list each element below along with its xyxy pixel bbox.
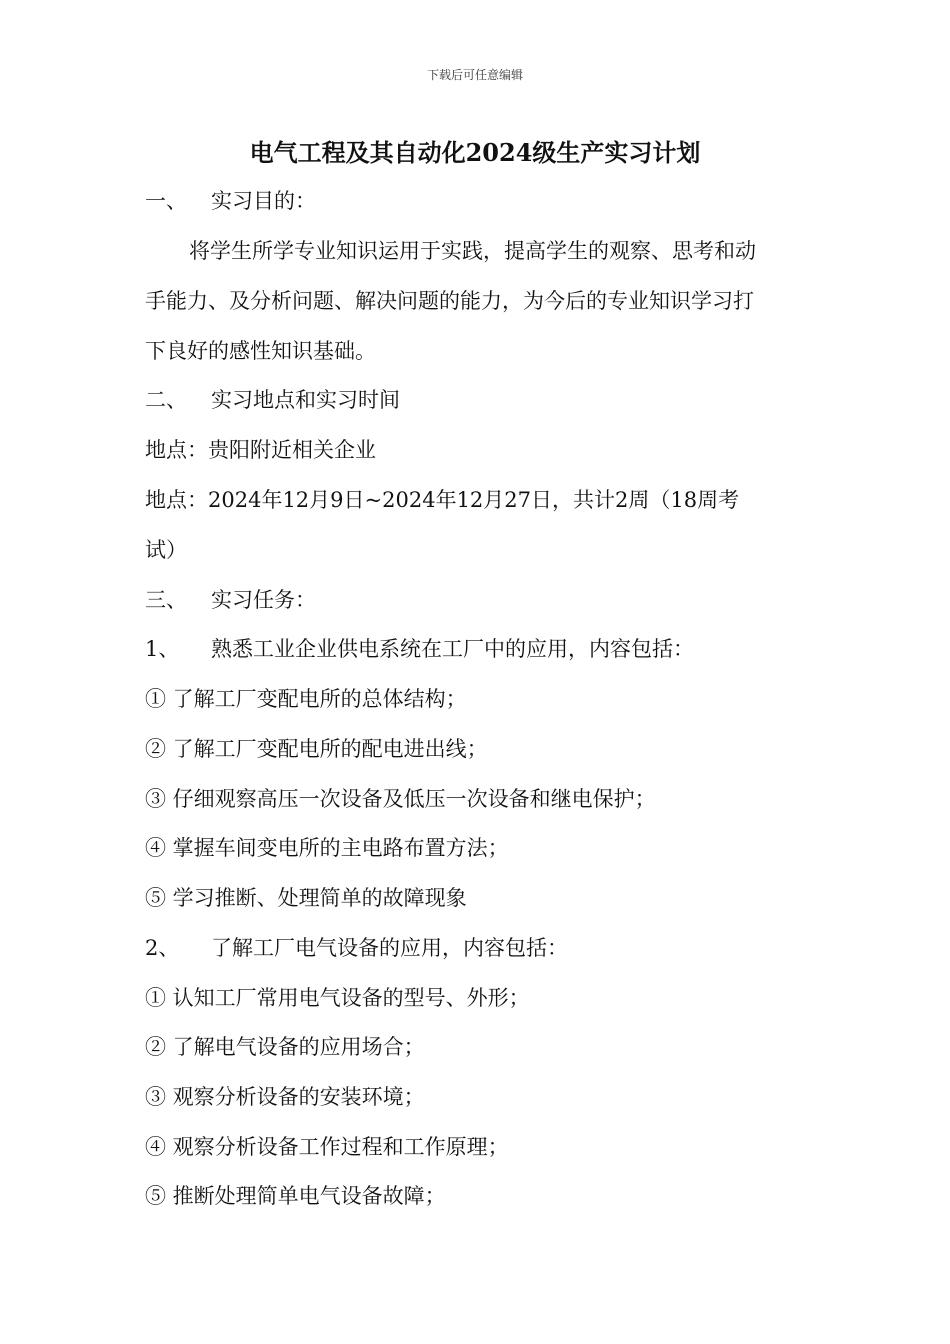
- location-line: 地点：贵阳附近相关企业: [145, 438, 376, 462]
- section-title: 实习地点和实习时间: [211, 388, 400, 412]
- list-item: ⑤ 推断处理简单电气设备故障；: [145, 1184, 446, 1208]
- list-item: ③ 仔细观察高压一次设备及低压一次设备和继电保护；: [145, 787, 656, 811]
- purpose-paragraph-line: 下良好的感性知识基础。: [145, 339, 376, 363]
- time-line: 试）: [145, 538, 187, 562]
- list-item: ① 认知工厂常用电气设备的型号、外形；: [145, 986, 530, 1010]
- section-number: 一、: [145, 189, 187, 213]
- list-item: ⑤ 学习推断、处理简单的故障现象: [145, 886, 467, 910]
- header-note: 下载后可任意编辑: [426, 68, 523, 82]
- list-item: ④ 观察分析设备工作过程和工作原理；: [145, 1135, 509, 1159]
- list-item: ④ 掌握车间变电所的主电路布置方法；: [145, 836, 509, 860]
- task-heading: [145, 933, 568, 963]
- page-title: 电气工程及其自动化2024级生产实习计划: [249, 138, 701, 167]
- list-item: ② 了解电气设备的应用场合；: [145, 1035, 425, 1059]
- section-heading-location-time: [145, 385, 400, 415]
- list-item: ① 了解工厂变配电所的总体结构；: [145, 687, 467, 711]
- section-heading-tasks: [145, 585, 316, 615]
- purpose-paragraph-line: 手能力、及分析问题、解决问题的能力，为今后的专业知识学习打: [145, 289, 754, 313]
- list-item: ② 了解工厂变配电所的配电进出线；: [145, 737, 488, 761]
- task-heading: [145, 634, 694, 664]
- section-heading-purpose: [145, 186, 316, 216]
- task-title: 熟悉工业企业供电系统在工厂中的应用，内容包括：: [211, 637, 694, 661]
- purpose-paragraph-line: 将学生所学专业知识运用于实践，提高学生的观察、思考和动: [189, 239, 756, 263]
- section-title: 实习目的：: [211, 189, 316, 213]
- list-item: ③ 观察分析设备的安装环境；: [145, 1085, 425, 1109]
- task-number: 1、: [145, 637, 180, 661]
- task-number: 2、: [145, 936, 180, 960]
- section-number: 二、: [145, 388, 187, 412]
- time-line: 地点：2024年12月9日~2024年12月27日，共计2周（18周考: [145, 488, 740, 512]
- section-title: 实习任务：: [211, 588, 316, 612]
- task-title: 了解工厂电气设备的应用，内容包括：: [211, 936, 568, 960]
- section-number: 三、: [145, 588, 187, 612]
